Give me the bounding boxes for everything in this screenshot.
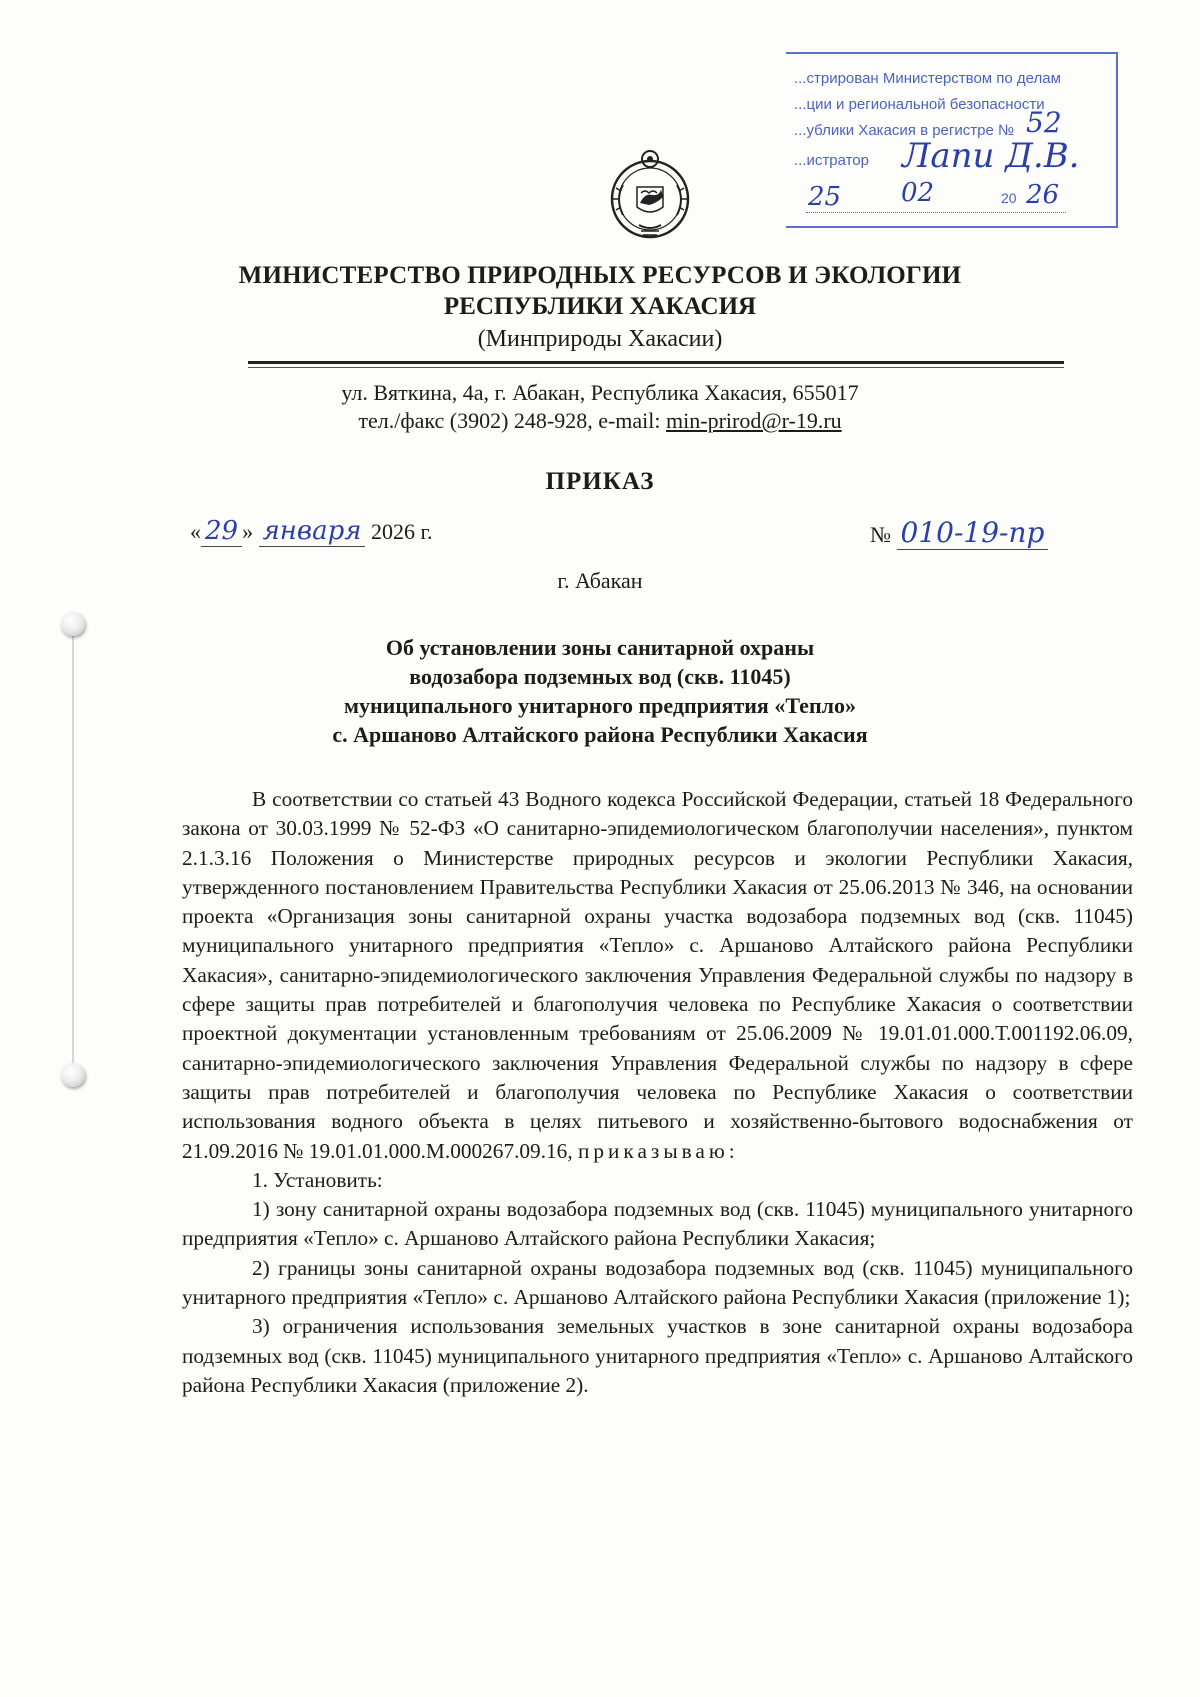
stamp-day: 25 — [808, 182, 842, 212]
date-year: 2026 г. — [365, 519, 433, 544]
stamp-reg-number: 52 — [1026, 106, 1062, 139]
date-month: января — [259, 516, 366, 547]
item-1: 1. Установить: — [252, 1167, 383, 1192]
contact-email-link[interactable]: min-prirod@r-19.ru — [666, 408, 842, 433]
punch-line — [72, 636, 74, 1063]
subject-line-4: с. Аршаново Алтайского района Республики Хакасия — [332, 722, 868, 747]
subitem-1: 1) зону санитарной охраны водозабора подземных вод (скв. 11045) муниципального унитарного предприятия «Тепло» с. Аршаново Алтайского района Республики Хакасия; — [182, 1197, 1133, 1251]
document-title: ПРИКАЗ — [545, 468, 655, 495]
subject-line-3: муниципального унитарного предприятия «Тепло» — [344, 693, 856, 718]
org-address: ул. Вяткина, 4а, г. Абакан, Республика Хакасия, 655017 — [341, 380, 859, 405]
order-date — [190, 516, 432, 547]
stamp-line-3: ...ублики Хакасия в регистре № — [794, 122, 1015, 139]
subject-line-2: водозабора подземных вод (скв. 11045) — [409, 664, 791, 689]
subitem-3: 3) ограничения использования земельных участков в зоне санитарной охраны водозабора подземных вод (скв. 11045) муниципального унитарного предприятия «Тепло» с. Аршаново Алтайского района Республики Хакасия (приложение 2). — [182, 1314, 1133, 1397]
stamp-year-prefix: 20 — [1001, 190, 1017, 206]
subject-line-1: Об установлении зоны санитарной охраны — [385, 635, 815, 660]
contact-phone: тел./факс (3902) 248-928, e-mail: — [358, 408, 667, 433]
registration-stamp — [786, 52, 1118, 228]
stamp-line-2: ...ции и региональной безопасности — [794, 96, 1045, 113]
punch-hole-bottom — [61, 1063, 85, 1087]
stamp-year-suffix: 26 — [1026, 180, 1060, 210]
number-label: № — [870, 522, 897, 547]
stamp-date-underline — [806, 212, 1066, 213]
coat-of-arms-icon — [605, 145, 695, 241]
stamp-line-1: ...стрирован Министерством по делам — [794, 70, 1061, 87]
header-rule-thin — [248, 367, 1064, 368]
order-number — [870, 516, 1048, 550]
punch-hole-top — [61, 612, 85, 636]
org-name-line-1: МИНИСТЕРСТВО ПРИРОДНЫХ РЕСУРСОВ И ЭКОЛОГИИ — [238, 262, 962, 289]
stamp-month: 02 — [901, 178, 935, 208]
preamble-text: В соответствии со статьей 43 Водного кодекса Российской Федерации, статьей 18 Федерального закона от 30.03.1999 № 52-ФЗ «О санитарно-эпидемиологическом благополучии населения», пунктом 2.1.3.16 Положения о Министерстве природных ресурсов и экологии Республики Хакасия, утвержденного постановлением Правительства Республики Хакасия от 25.06.2013 № 346, на основании проекта «Организация зоны санитарной охраны участка водозабора подземных вод (скв. 11045) муниципального унитарного предприятия «Тепло» с. Аршаново Алтайского района Республики Хакасия», санитарно-эпидемиологического заключения Управления Федеральной службы по надзору в сфере защиты прав потребителей и благополучия человека по Республике Хакасия о соответствии проектной документации установленным требованиям от 25.06.2009 № 19.01.01.000.Т.001192.06.09, санитарно-эпидемиологического заключения Управления Федеральной службы по надзору в сфере защиты прав потребителей и благополучия человека по Республике Хакасия о соответствии использования водного объекта в целях питьевого и хозяйственно-бытового водоснабжения от 21.09.2016 № 19.01.01.000.М.000267.09.16, — [182, 787, 1133, 1163]
stamp-line-4: ...истратор — [794, 152, 869, 169]
subitem-2: 2) границы зоны санитарной охраны водозабора подземных вод (скв. 11045) муниципального унитарного предприятия «Тепло» с. Аршаново Алтайского района Республики Хакасия (приложение 1); — [182, 1255, 1133, 1310]
date-open-quote: « — [190, 519, 201, 544]
date-close-quote: » — [242, 519, 254, 544]
order-subject — [300, 633, 900, 749]
date-day: 29 — [201, 516, 242, 547]
org-short-name: (Минприроды Хакасии) — [477, 326, 723, 352]
prikazyvayu-word: приказываю: — [577, 1138, 739, 1163]
preamble-paragraph — [182, 785, 1133, 1166]
order-body — [182, 785, 1133, 1400]
number-value: 010-19-пр — [897, 516, 1049, 550]
header-rule-thick — [248, 361, 1064, 364]
stamp-registrar-signature: Лапи Д.В. — [902, 136, 1080, 176]
org-name-line-2: РЕСПУБЛИКИ ХАКАСИЯ — [443, 293, 757, 320]
order-city: г. Абакан — [557, 568, 643, 593]
org-contacts — [0, 408, 1200, 434]
